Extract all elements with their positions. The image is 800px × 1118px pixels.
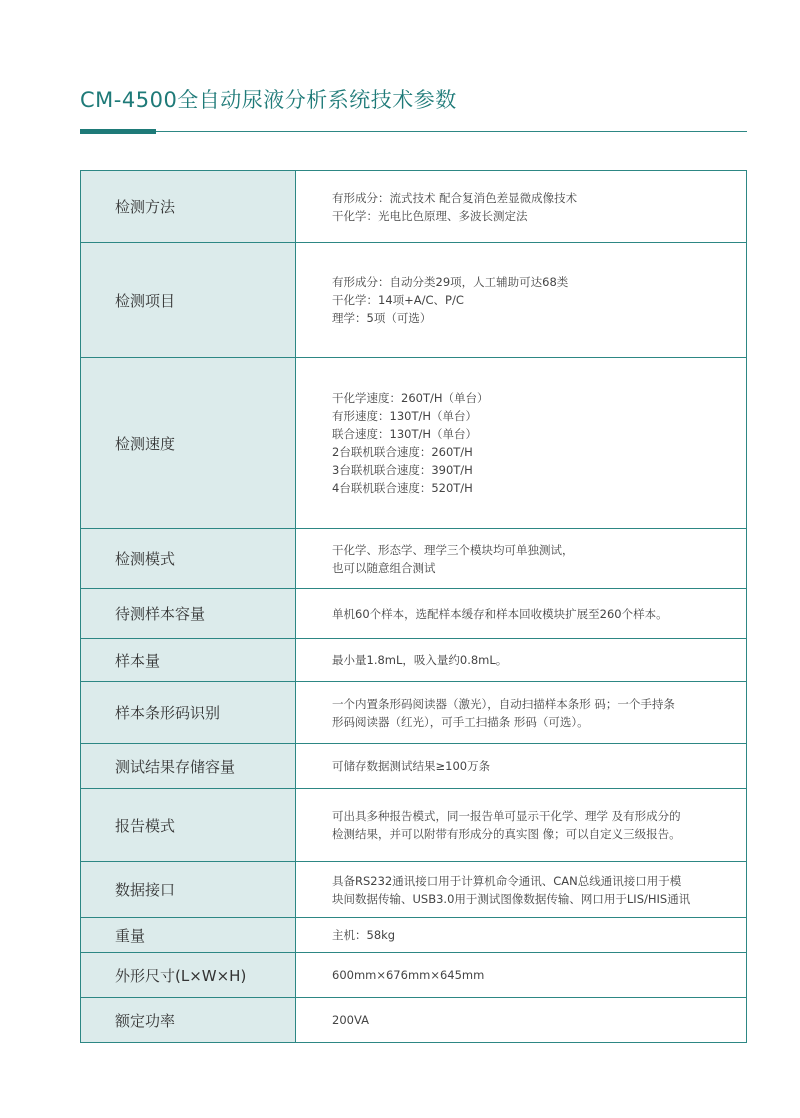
table-row xyxy=(81,243,747,358)
spec-value xyxy=(296,998,747,1043)
spec-value-line: 也可以随意组合测试 xyxy=(332,560,436,575)
spec-label: 样本条形码识别 xyxy=(81,682,296,744)
table-row xyxy=(81,918,747,953)
spec-table xyxy=(80,170,747,1043)
spec-value-line: 2台联机联合速度：260T/H xyxy=(332,445,473,459)
spec-value-line: 可储存数据测试结果≥100万条 xyxy=(332,759,491,773)
spec-value-line: 可出具多种报告模式，同一报告单可显示干化学、理学 及有形成分的 xyxy=(332,809,681,823)
table-row xyxy=(81,953,747,998)
spec-label: 样本量 xyxy=(81,639,296,682)
spec-value-line: 有形成分：流式技术 配合复消色差显微成像技术 xyxy=(332,190,578,205)
table-row xyxy=(81,589,747,639)
spec-value-line: 有形成分：自动分类29项，人工辅助可达68类 xyxy=(332,275,569,289)
page-title: CM-4500全自动尿液分析系统技术参数 xyxy=(80,88,457,112)
table-row xyxy=(81,682,747,744)
spec-value-line: 理学：5项（可选） xyxy=(332,311,432,325)
spec-value-line: 形码阅读器（红光），可手工扫描条 形码（可选）。 xyxy=(332,714,589,729)
spec-value xyxy=(296,639,747,682)
spec-value-line: 具备RS232通讯接口用于计算机命令通讯、CAN总线通讯接口用于模 xyxy=(332,873,682,888)
spec-value-line: 一个内置条形码阅读器（激光），自动扫描样本条形 码；一个手持条 xyxy=(332,696,675,711)
spec-value-line: 最小量1.8mL，吸入量约0.8mL。 xyxy=(332,653,508,667)
spec-label: 检测方法 xyxy=(81,171,296,243)
spec-value xyxy=(296,682,747,744)
spec-label: 报告模式 xyxy=(81,789,296,862)
spec-value xyxy=(296,529,747,589)
spec-value-line: 主机：58kg xyxy=(332,928,396,942)
table-row xyxy=(81,744,747,789)
table-row xyxy=(81,171,747,243)
spec-value xyxy=(296,589,747,639)
spec-label: 检测项目 xyxy=(81,243,296,358)
spec-value xyxy=(296,953,747,998)
title-accent-bar xyxy=(80,129,156,134)
spec-value-line: 200VA xyxy=(332,1013,369,1027)
spec-value-line: 4台联机联合速度：520T/H xyxy=(332,481,473,495)
spec-value-line: 干化学、形态学、理学三个模块均可单独测试， xyxy=(332,542,574,557)
title-underline xyxy=(80,131,747,132)
table-row xyxy=(81,639,747,682)
spec-value-line: 600mm×676mm×645mm xyxy=(332,968,485,982)
spec-value-line: 干化学：14项+A/C、P/C xyxy=(332,293,464,307)
spec-value xyxy=(296,918,747,953)
table-row xyxy=(81,789,747,862)
spec-label: 待测样本容量 xyxy=(81,589,296,639)
spec-value-line: 干化学速度：260T/H（单台） xyxy=(332,391,489,405)
spec-value-line: 干化学：光电比色原理、多波长测定法 xyxy=(332,208,528,223)
spec-value-line: 有形速度：130T/H（单台） xyxy=(332,409,477,423)
spec-value-line: 单机60个样本，选配样本缓存和样本回收模块扩展至260个样本。 xyxy=(332,606,668,621)
spec-label: 重量 xyxy=(81,918,296,953)
spec-value xyxy=(296,243,747,358)
spec-label: 外形尺寸(L×W×H) xyxy=(81,953,296,998)
spec-value xyxy=(296,358,747,529)
spec-label: 测试结果存储容量 xyxy=(81,744,296,789)
table-row xyxy=(81,358,747,529)
spec-value xyxy=(296,862,747,918)
spec-label: 检测模式 xyxy=(81,529,296,589)
spec-label: 数据接口 xyxy=(81,862,296,918)
spec-label: 检测速度 xyxy=(81,358,296,529)
spec-value-line: 联合速度：130T/H（单台） xyxy=(332,427,477,441)
spec-value xyxy=(296,171,747,243)
spec-value-line: 3台联机联合速度：390T/H xyxy=(332,463,473,477)
table-row xyxy=(81,998,747,1043)
spec-label: 额定功率 xyxy=(81,998,296,1043)
spec-value xyxy=(296,744,747,789)
spec-value xyxy=(296,789,747,862)
table-row xyxy=(81,862,747,918)
spec-value-line: 检测结果，并可以附带有形成分的真实图 像；可以自定义三级报告。 xyxy=(332,827,681,841)
table-row xyxy=(81,529,747,589)
spec-value-line: 块间数据传输、USB3.0用于测试图像数据传输、网口用于LIS/HIS通讯 xyxy=(332,891,691,906)
